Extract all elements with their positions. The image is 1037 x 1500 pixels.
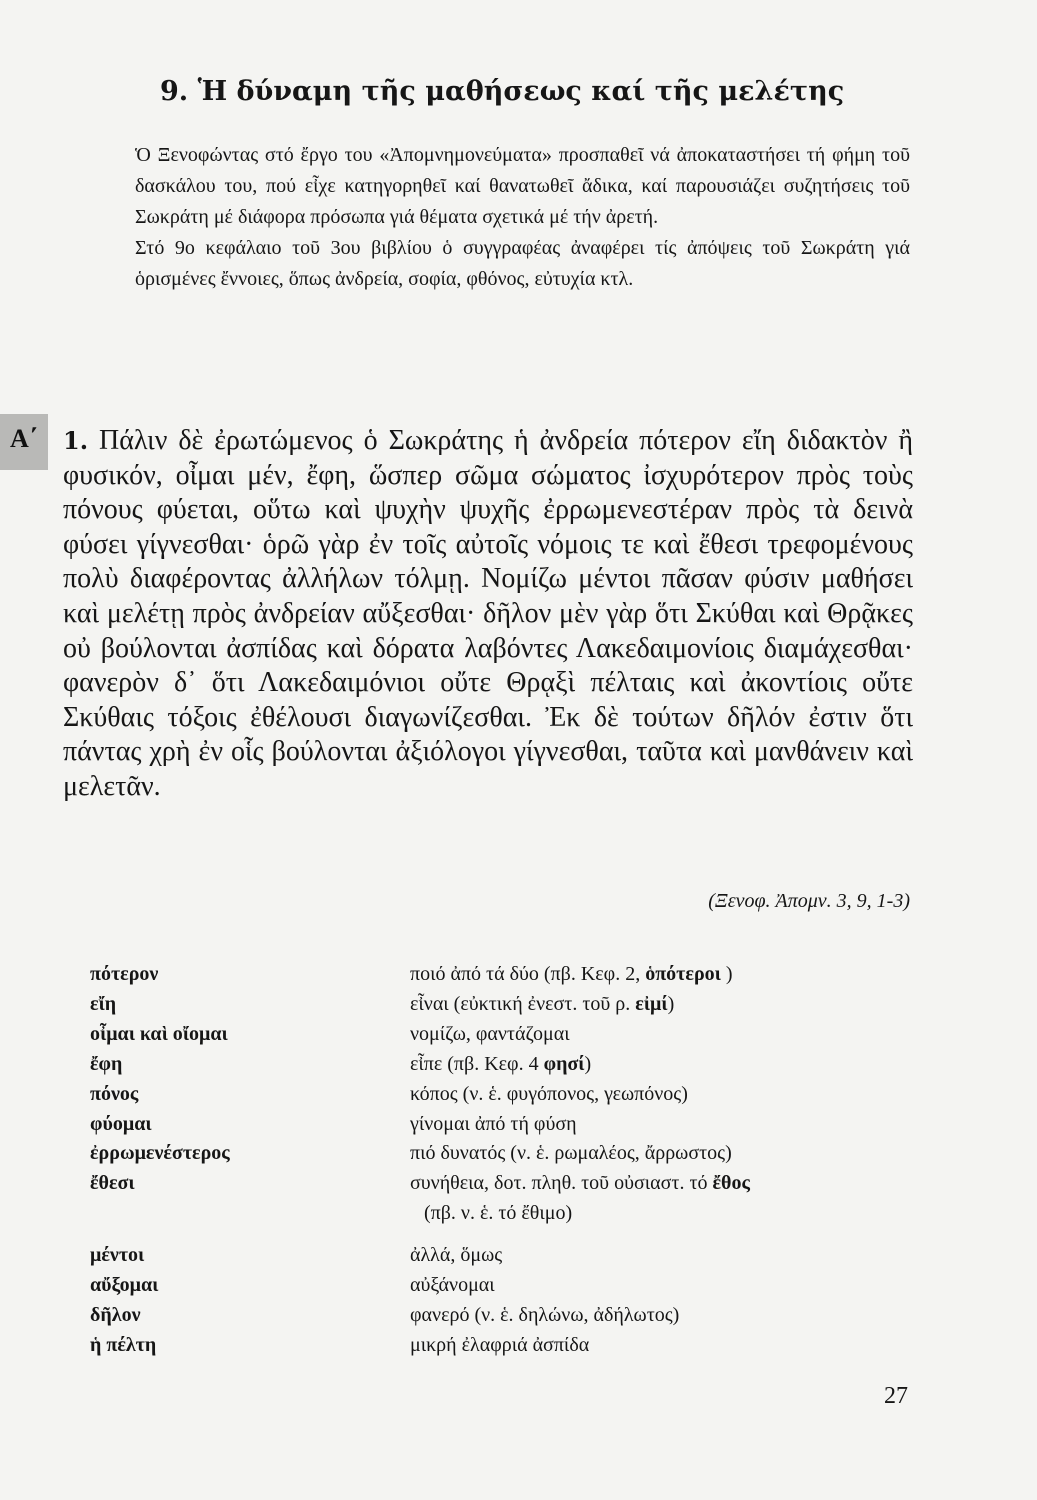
passage-text: Πάλιν δὲ ἐρωτώμενος ὁ Σωκράτης ἡ ἀνδρεία πότερον εἴη διδακτὸν ἢ φυσικόν, οἶμαι μέν, ἔφη, ὥσπερ σῶμα σώματος ἰσχυρότερον πρὸς τοὺς πόνους φύεται, οὕτω καὶ ψυχὴν ψυχῆς ἐρρωμενεστέραν πρὸς τὰ δεινὰ φύσει γίγνεσθαι· ὁρῶ γὰρ ἐν τοῖς αὐτοῖς νόμοις τε καὶ ἔθεσι τρεφομένους πολὺ διαφέροντας ἀλλήλων τόλμῃ. Νομίζω μέντοι πᾶσαν φύσιν μαθήσει καὶ μελέτῃ πρὸς ἀνδρείαν αὔξεσθαι· δῆλον μὲν γὰρ ὅτι Σκύθαι καὶ Θρᾷκες οὐ βούλονται ἀσπίδας καὶ δόρατα λαβόντες Λακεδαιμονίοις διαμάχεσθαι· φανερὸν δ᾽ ὅτι Λακεδαιμόνιοι οὔτε Θρᾳξὶ πέλταις καὶ ἀκοντίοις οὔτε Σκύθαις τόξοις ἐθέλουσι διαγωνίζεσθαι. Ἐκ δὲ τούτων δῆλόν ἐστιν ὅτι πάντας χρὴ ἐν οἷς βούλονται ἀξιόλογοι γίγνεσθαι, ταῦτα καὶ μανθάνειν καὶ μελετᾶν. [63,425,914,802]
glossary-definition: (πβ. ν. ἑ. τό ἔθιμο) [424,1202,573,1225]
glossary-row [90,1110,910,1140]
glossary-row [90,1301,910,1331]
section-marker-label: Α΄ [10,424,38,453]
glossary-row [90,1080,910,1110]
section-marker [0,414,48,470]
paragraph-number: 1. [63,426,89,455]
glossary-definition: μικρή ἐλαφριά ἀσπίδα [410,1333,590,1356]
glossary-definition: νομίζω, φαντάζομαι [410,1022,570,1045]
glossary-row [90,1271,910,1301]
citation: (Ξενοφ. Ἀπομν. 3, 9, 1-3) [708,890,910,912]
glossary-row [90,1331,910,1361]
glossary-definition: εἶναι (εὐκτική ἐνεστ. τοῦ ρ. εἰμί) [410,992,675,1015]
glossary-term: ἡ πέλτη [90,1333,157,1356]
glossary-definition: ποιό ἀπό τά δύο (πβ. Κεφ. 2, ὁπότεροι ) [410,963,733,985]
intro-paragraph: Ὁ Ξενοφώντας στό ἔργο του «Ἀπομνημονεύματα» προσπαθεῖ νά ἀποκαταστήσει τή φήμη τοῦ δασκάλου του, πού εἶχε κατηγορηθεῖ καί θανατωθεῖ ἄδικα, καί παρουσιάζει συζητήσεις τοῦ Σωκράτη μέ διάφορα πρόσωπα γιά θέματα σχετικά μέ τήν ἀρετή. [135,144,910,228]
glossary-definition: ἀλλά, ὅμως [410,1244,503,1267]
glossary-term: φύομαι [90,1112,152,1135]
glossary-row [90,1050,910,1080]
glossary-term: αὔξομαι [90,1274,159,1297]
glossary-row [90,960,910,990]
intro-text [135,140,910,295]
glossary-term: δῆλον [90,1303,141,1326]
glossary [90,960,910,1361]
glossary-term: ἐρρωμενέστερος [90,1142,230,1165]
glossary-term: ἔφη [90,1052,123,1075]
glossary-definition: πιό δυνατός (ν. ἑ. ρωμαλέος, ἄρρωστος) [410,1142,732,1165]
page-number: 27 [884,1383,908,1409]
glossary-definition: κόπος (ν. ἑ. φυγόπονος, γεωπόνος) [410,1082,688,1105]
glossary-term: ἔθεσι [90,1172,135,1195]
glossary-row [90,1020,910,1050]
glossary-term: μέντοι [90,1244,145,1267]
glossary-row [90,1169,910,1199]
glossary-definition: φανερό (ν. ἑ. δηλώνω, ἀδήλωτος) [410,1303,680,1326]
glossary-definition: εἶπε (πβ. Κεφ. 4 φησί) [410,1052,592,1075]
glossary-term: πότερον [90,963,159,985]
chapter-title: 9. Ἡ δύναμη τῆς μαθήσεως καί τῆς μελέτης [160,76,845,107]
glossary-term: πόνος [90,1082,139,1105]
glossary-row [90,990,910,1020]
glossary-term: οἶμαι καὶ οἴομαι [90,1022,228,1045]
glossary-row [90,1139,910,1169]
glossary-definition: συνήθεια, δοτ. πληθ. τοῦ οὐσιαστ. τό ἔθος [410,1172,750,1195]
glossary-row [90,1241,910,1271]
glossary-definition: γίνομαι ἀπό τή φύση [410,1112,577,1135]
glossary-term: εἴη [90,992,117,1015]
ancient-greek-passage [63,424,913,805]
glossary-definition: αὐξάνομαι [410,1274,495,1297]
glossary-row [90,1199,910,1229]
glossary-term [90,1199,410,1229]
intro-paragraph: Στό 9ο κεφάλαιο τοῦ 3ου βιβλίου ὁ συγγραφέας ἀναφέρει τίς ἀπόψεις τοῦ Σωκράτη γιά ὁρισμένες ἔννοιες, ὅπως ἀνδρεία, σοφία, φθόνος, εὐτυχία κτλ. [135,237,910,290]
